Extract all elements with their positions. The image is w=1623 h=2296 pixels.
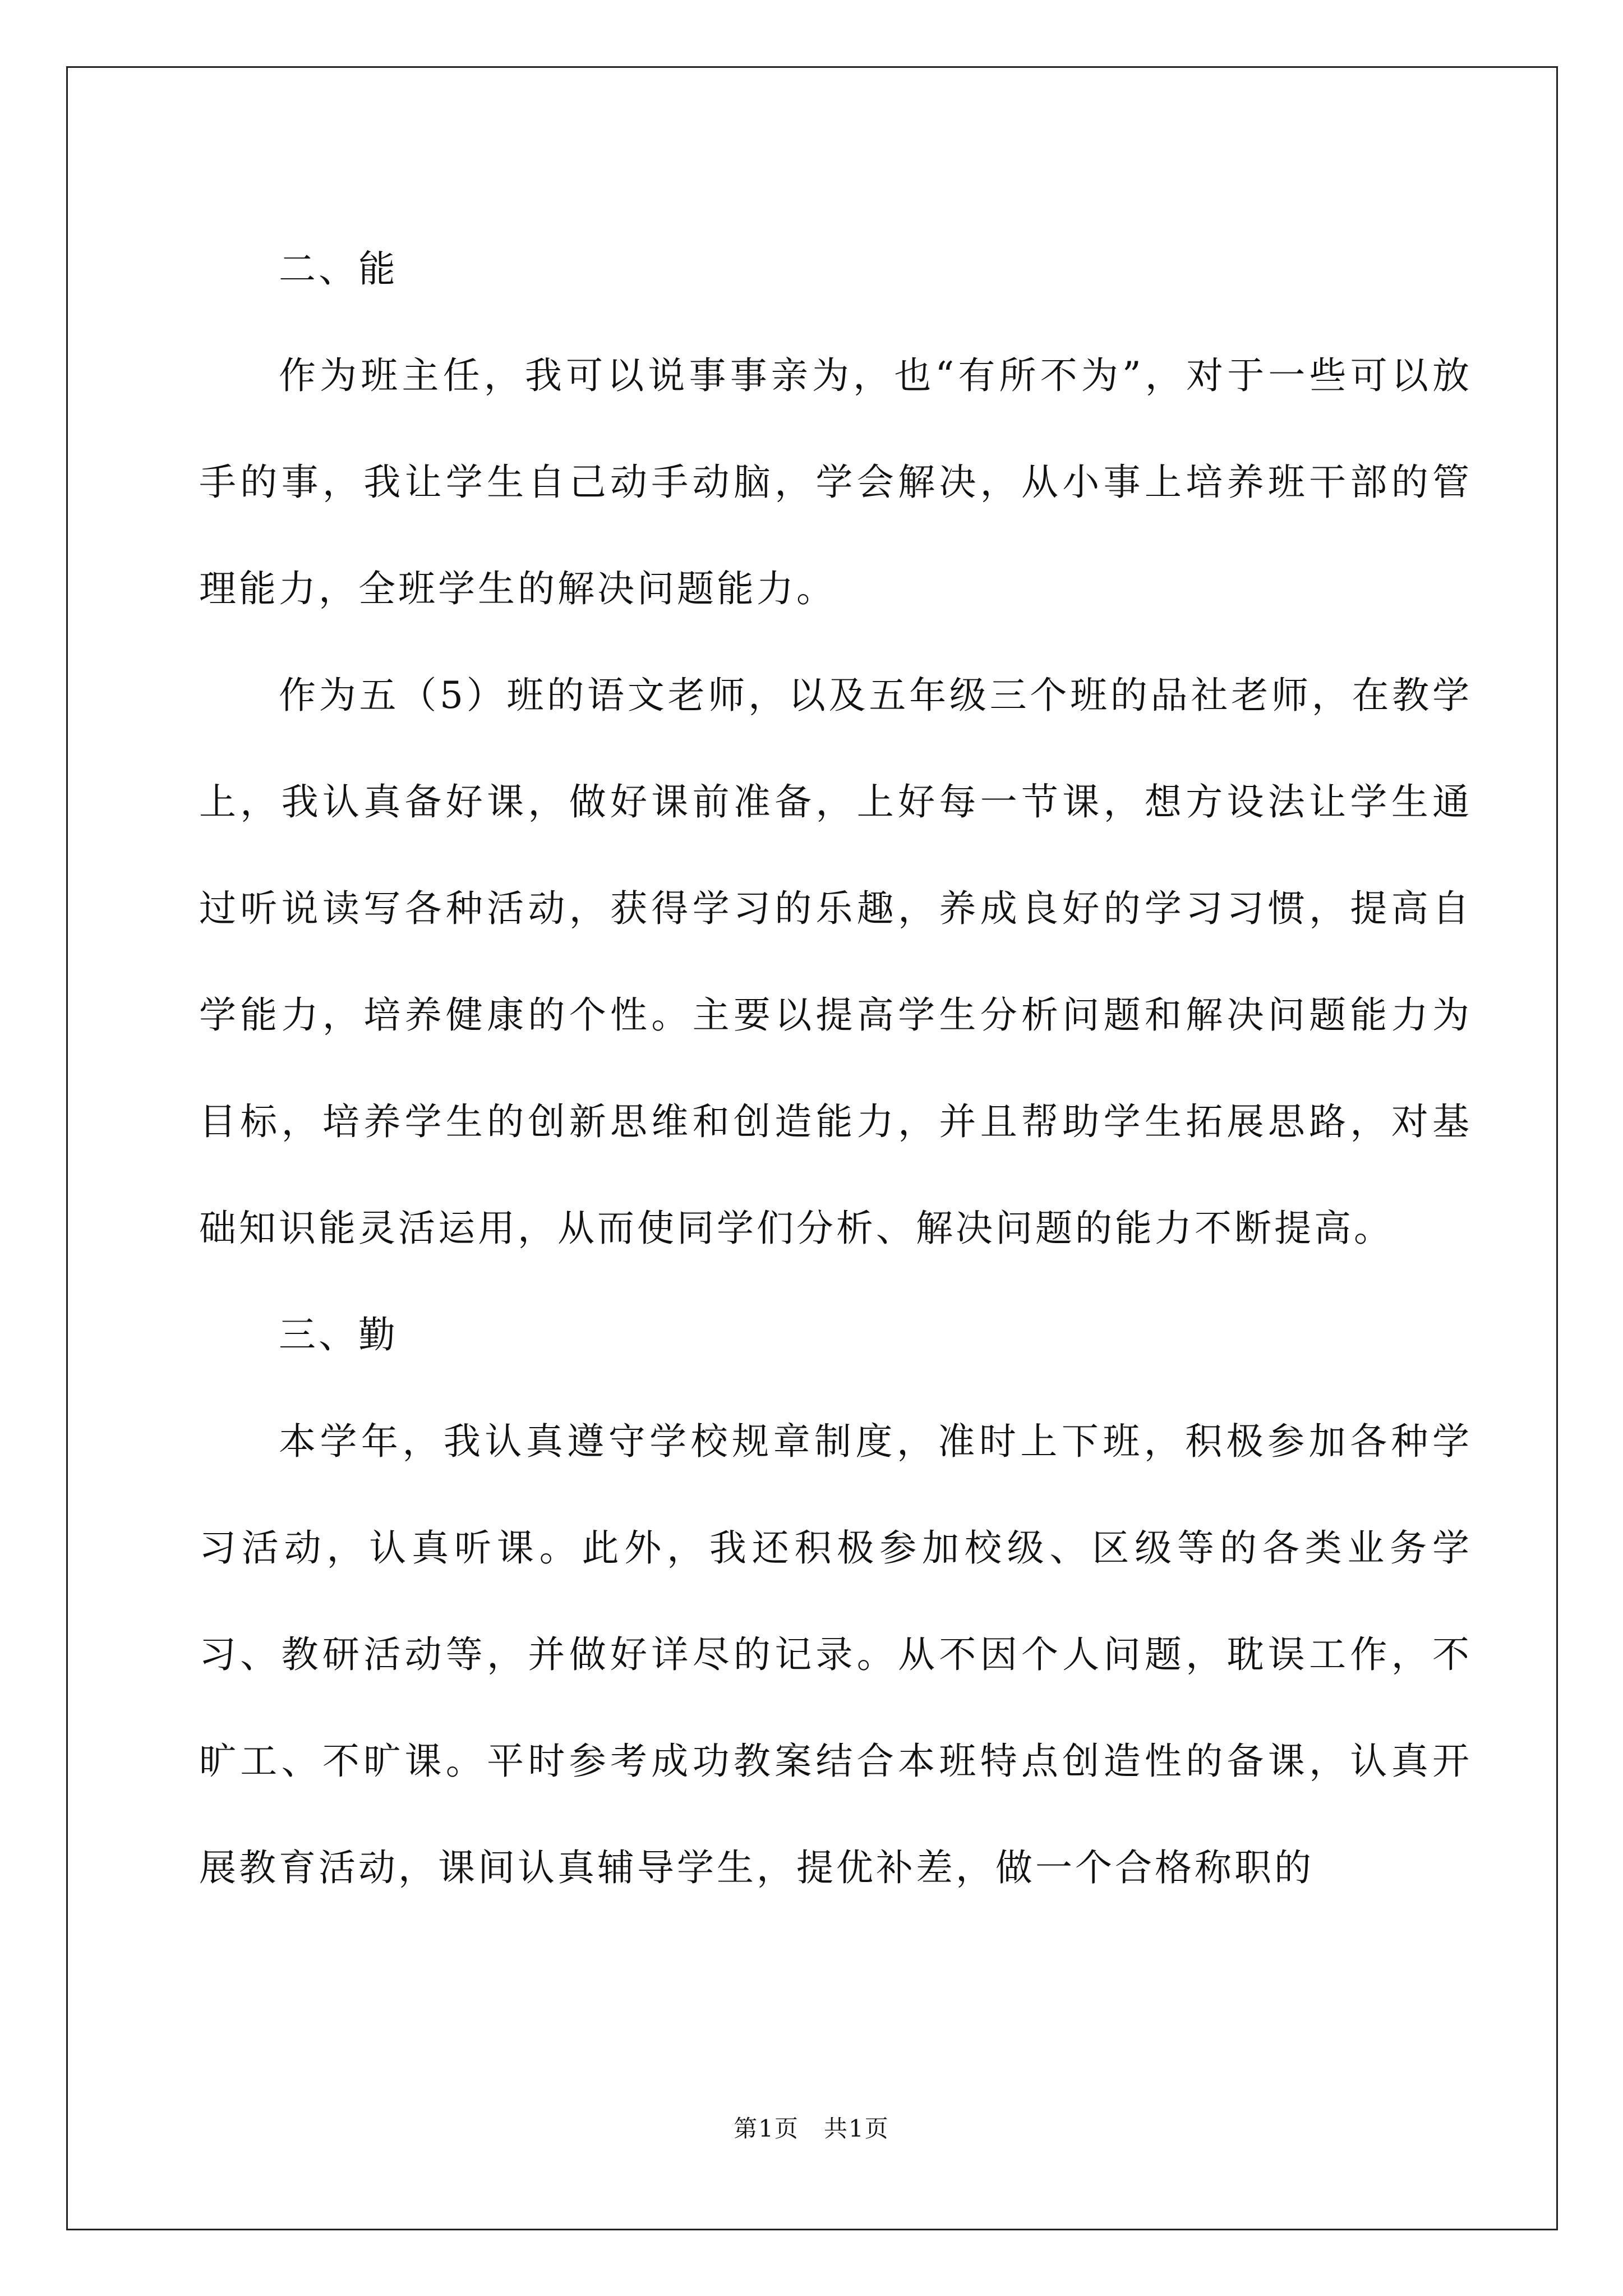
section-heading-neng: 二、能 <box>279 247 398 291</box>
document-body <box>199 216 1472 1921</box>
paragraph-class-teacher: 作为班主任，我可以说事事亲为，也“有所不为”，对于一些可以放手的事，我让学生自己动手动脑，学会解决，从小事上培养班干部的管理能力，全班学生的解决问题能力。 <box>199 354 1472 610</box>
section-heading-qin: 三、勤 <box>279 1313 398 1356</box>
page-footer: 第1页 共1页 <box>734 2115 889 2142</box>
paragraph-diligence: 本学年，我认真遵守学校规章制度，准时上下班，积极参加各种学习活动，认真听课。此外，我还积极参加校级、区级等的各类业务学习、教研活动等，并做好详尽的记录。从不因个人问题，耽误工作，不旷工、不旷课。平时参考成功教案结合本班特点创造性的备课，认真开展教育活动，课间认真辅导学生，提优补差，做一个合格称职的 <box>199 1420 1472 1889</box>
paragraph-teaching: 作为五（5）班的语文老师，以及五年级三个班的品社老师，在教学上，我认真备好课，做好课前准备，上好每一节课，想方设法让学生通过听说读写各种活动，获得学习的乐趣，养成良好的学习习惯，提高自学能力，培养健康的个性。主要以提高学生分析问题和解决问题能力为目标，培养学生的创新思维和创造能力，并且帮助学生拓展思路，对基础知识能灵活运用，从而使同学们分析、解决问题的能力不断提高。 <box>199 674 1472 1250</box>
